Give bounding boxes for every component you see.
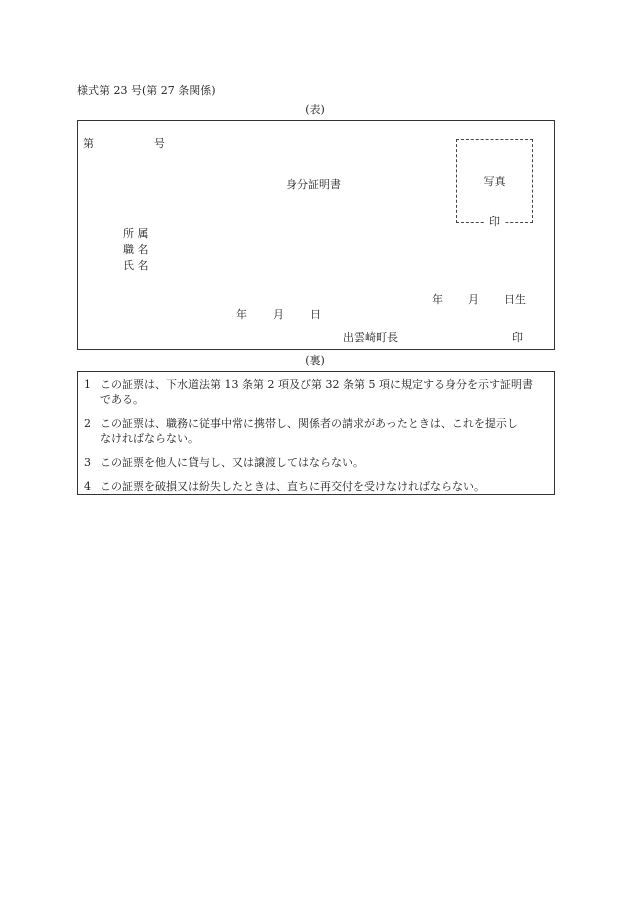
item-text: この証票を破損又は紛失したときは、直ちに再交付を受けなければならない。 [100,480,485,493]
list-item [84,377,548,407]
field-name: 氏 名 [123,259,149,272]
item-number: 1 [84,378,91,391]
issue-month: 月 [273,308,284,321]
issuer-seal: 印 [512,331,523,344]
list-item [84,416,548,446]
item-text: この証票を他人に貸与し、又は譲渡してはならない。 [100,456,364,469]
number-prefix: 第 [83,137,94,150]
item-number: 2 [84,417,91,430]
birth-day: 日生 [504,293,526,306]
form-title: 様式第 23 号(第 27 条関係) [77,84,216,97]
birth-month: 月 [468,293,479,306]
item-text: この証票は、職務に従事中常に携帯し、関係者の請求があったときは、これを提示し [100,417,518,430]
list-item [84,479,548,494]
back-caption: (裏) [305,354,325,367]
birth-year: 年 [432,293,443,306]
item-number: 3 [84,456,91,469]
number-suffix: 号 [154,137,165,150]
id-card-back [77,371,555,495]
list-item [84,455,548,470]
front-caption: (表) [305,103,325,116]
item-text: この証票は、下水道法第 13 条第 2 項及び第 32 条第 5 項に規定する身分を示す証明書 [100,378,533,391]
photo-seal: 印 [484,216,505,228]
field-affiliation: 所 属 [123,227,149,240]
item-text-continued: である。 [100,393,144,406]
issuer: 出雲崎町長 [343,331,398,344]
field-position: 職 名 [123,243,149,256]
photo-box [456,139,533,228]
item-text-continued: なければならない。 [100,432,199,445]
card-title: 身分証明書 [286,178,341,191]
issue-day: 日 [310,308,321,321]
issue-year: 年 [236,308,247,321]
item-number: 4 [84,480,91,493]
photo-label: 写真 [483,175,506,188]
id-card-front [77,120,555,350]
